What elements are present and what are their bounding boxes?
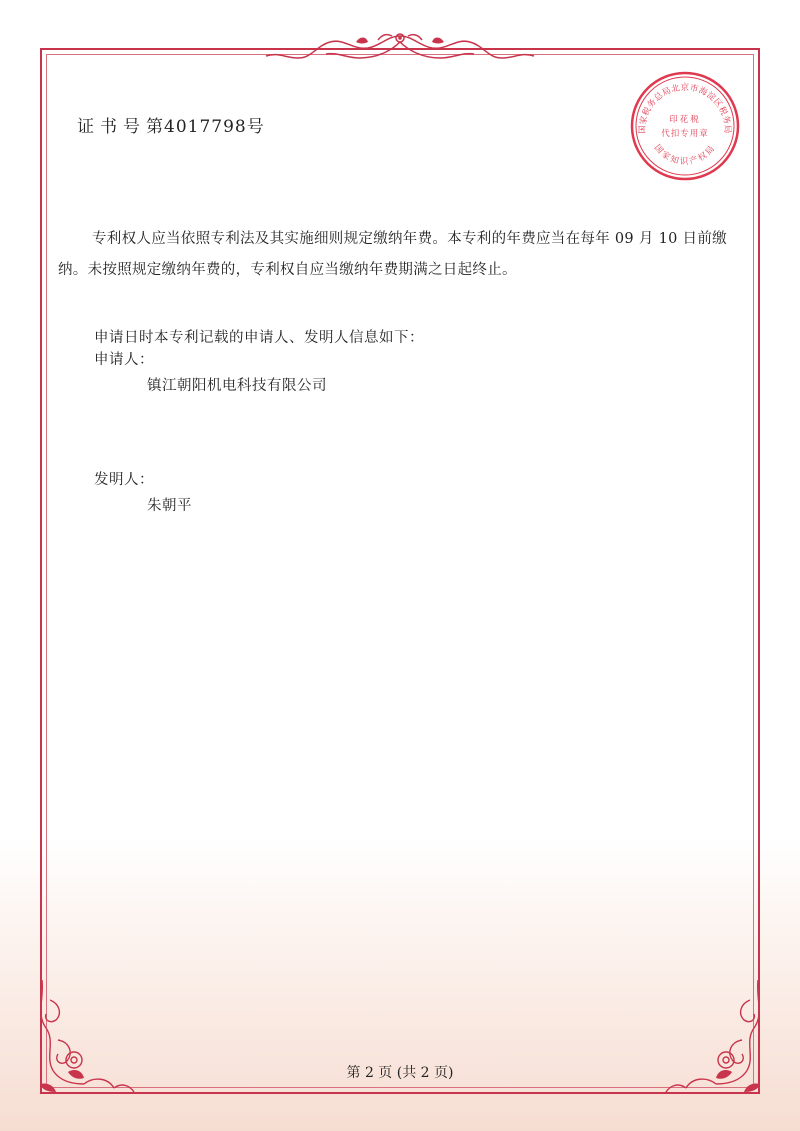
bottom-right-ornament-icon <box>660 980 770 1100</box>
svg-text:国家知识产权局 <box>653 142 718 166</box>
applicant-name: 镇江朝阳机电科技有限公司 <box>147 378 327 394</box>
official-seal <box>629 70 741 182</box>
seal-center-line1: 印花税 <box>669 115 701 125</box>
certificate-border-inner <box>46 54 754 1088</box>
annual-fee-notice: 专利权人应当依照专利法及其实施细则规定缴纳年费。本专利的年费应当在每年 09 月 10 日前缴纳。未按照规定缴纳年费的，专利权自应当缴纳年费期满之日起终止。 <box>58 231 727 278</box>
certificate-number-line <box>77 112 265 137</box>
bottom-left-ornament-icon <box>30 980 140 1100</box>
certificate-number-label: 证书号 <box>77 117 146 137</box>
seal-ring-text: 国家税务总局北京市海淀区税务局 <box>636 82 734 134</box>
seal-bottom-text: 国家知识产权局 <box>652 142 718 167</box>
certificate-number-value: 第4017798号 <box>146 117 265 137</box>
applicant-label: 申请人： <box>94 352 154 368</box>
applicant-info-intro: 申请日时本专利记载的申请人、发明人信息如下： <box>94 330 424 346</box>
seal-center-line2: 代扣专用章 <box>661 129 709 139</box>
inventor-label: 发明人： <box>94 472 154 488</box>
page-number-footer: 第 2 页 (共 2 页) <box>346 1065 454 1081</box>
top-ornament-icon <box>260 28 540 68</box>
inventor-name: 朱朝平 <box>147 498 192 514</box>
